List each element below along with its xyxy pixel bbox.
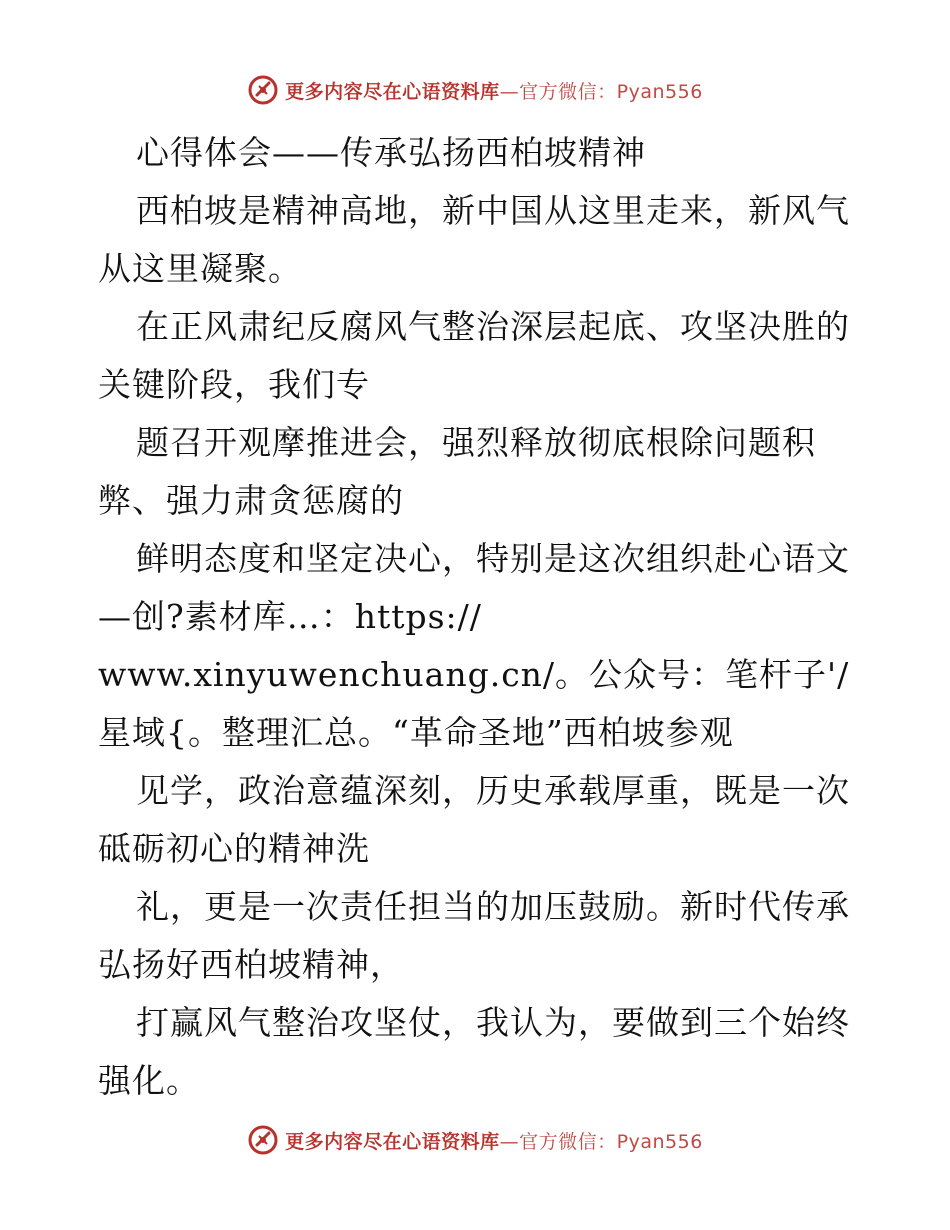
footer-watermark <box>0 1120 950 1160</box>
document-body <box>98 124 858 1110</box>
seal-logo-icon <box>247 1124 279 1156</box>
paragraph: 鲜明态度和坚定决心，特别是这次组织赴心语文—创?素材库…：https:// <box>98 539 850 636</box>
paragraph: 题召开观摩推进会，强烈释放彻底根除问题积弊、强力肃贪惩腐的 <box>98 423 816 520</box>
paragraph: 在正风肃纪反腐风气整治深层起底、攻坚决胜的关键阶段，我们专 <box>98 307 850 404</box>
watermark-text: 更多内容尽在心语资料库—官方微信：Pyan556 <box>285 80 703 103</box>
seal-logo-icon <box>247 74 279 106</box>
paragraph: 见学，政治意蕴深刻，历史承载厚重，既是一次砥砺初心的精神洗 <box>98 771 850 868</box>
paragraph: www.xinyuwenchuang.cn/。公众号：笔杆子'/星域{。整理汇总。“革命圣地”西柏坡参观 <box>98 655 850 752</box>
paragraph: 西柏坡是精神高地，新中国从这里走来，新风气从这里凝聚。 <box>98 191 850 288</box>
watermark-text: 更多内容尽在心语资料库—官方微信：Pyan556 <box>285 1130 703 1153</box>
paragraph: 礼，更是一次责任担当的加压鼓励。新时代传承弘扬好西柏坡精神， <box>98 887 850 984</box>
header-watermark <box>0 70 950 110</box>
paragraph: 打赢风气整治攻坚仗，我认为，要做到三个始终强化。 <box>98 1003 850 1100</box>
document-title: 心得体会——传承弘扬西柏坡精神 <box>136 133 646 172</box>
